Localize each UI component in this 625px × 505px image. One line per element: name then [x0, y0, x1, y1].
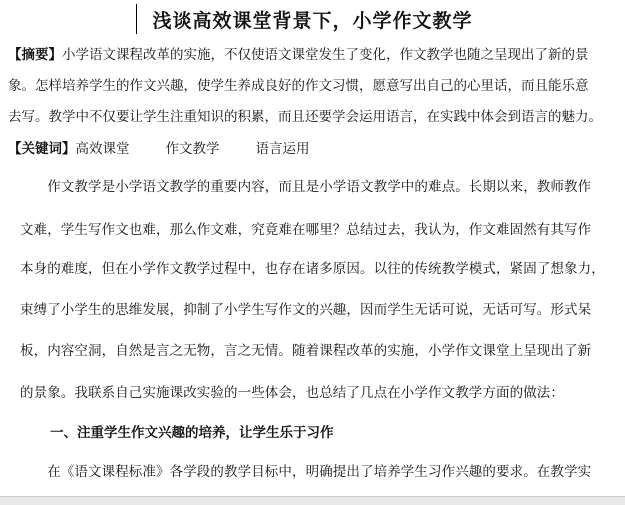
keyword-3: 语言运用 — [255, 141, 310, 157]
body-line-4: 束缚了小学生的思维发展，抑制了小学生写作文的兴趣，因而学生无话可说，无话可写。形式呆 — [20, 302, 592, 318]
abstract-line-1 — [8, 45, 613, 65]
abstract-line-2: 象。怎样培养学生的作文兴趣，使学生养成良好的作文习惯，愿意写出自己的心里话，而且能乐意 — [8, 78, 589, 94]
body-line-7: 在《语文课程标准》各学段的教学目标中，明确提出了培养学生习作兴趣的要求。在教学实 — [20, 464, 592, 480]
abstract-line-3: 去写。教学中不仅要让学生注重知识的积累，而且还要学会运用语言，在实践中体会到语言的魅力。 — [8, 109, 602, 125]
body-line-5: 板，内容空洞，自然是言之无物，言之无情。随着课程改革的实施，小学作文课堂上呈现出了新 — [20, 343, 592, 359]
keywords-line — [8, 139, 613, 159]
keyword-1: 高效课堂 — [75, 141, 130, 157]
body-line-2: 文难，学生写作文也难，那么作文难，究竟难在哪里？总结过去，我认为，作文难固然有其写作 — [20, 222, 592, 238]
document-title: 浅谈高效课堂背景下，小学作文教学 — [152, 10, 473, 32]
horizontal-scrollbar[interactable] — [0, 496, 625, 505]
body-line-1: 作文教学是小学语文教学的重要内容，而且是小学语文教学中的难点。长期以来，教师教作 — [20, 179, 592, 195]
abstract-label: 【摘要】 — [8, 47, 62, 63]
body-line-6: 的景象。我联系自己实施课改实验的一些体会，也总结了几点在小学作文教学方面的做法： — [20, 385, 564, 401]
body-line-3: 本身的难度，但在小学作文教学过程中，也存在诸多原因。以往的传统教学模式，紧固了想象力， — [20, 261, 605, 277]
abstract-text-1: 小学语文课程改革的实施，不仅使语文课堂发生了变化，作文教学也随之呈现出了新的景 — [62, 47, 589, 63]
section-heading: 一、注重学生作文兴趣的培养，让学生乐于习作 — [50, 425, 334, 441]
keyword-2: 作文教学 — [165, 141, 220, 157]
keywords-label: 【关键词】 — [8, 141, 76, 157]
